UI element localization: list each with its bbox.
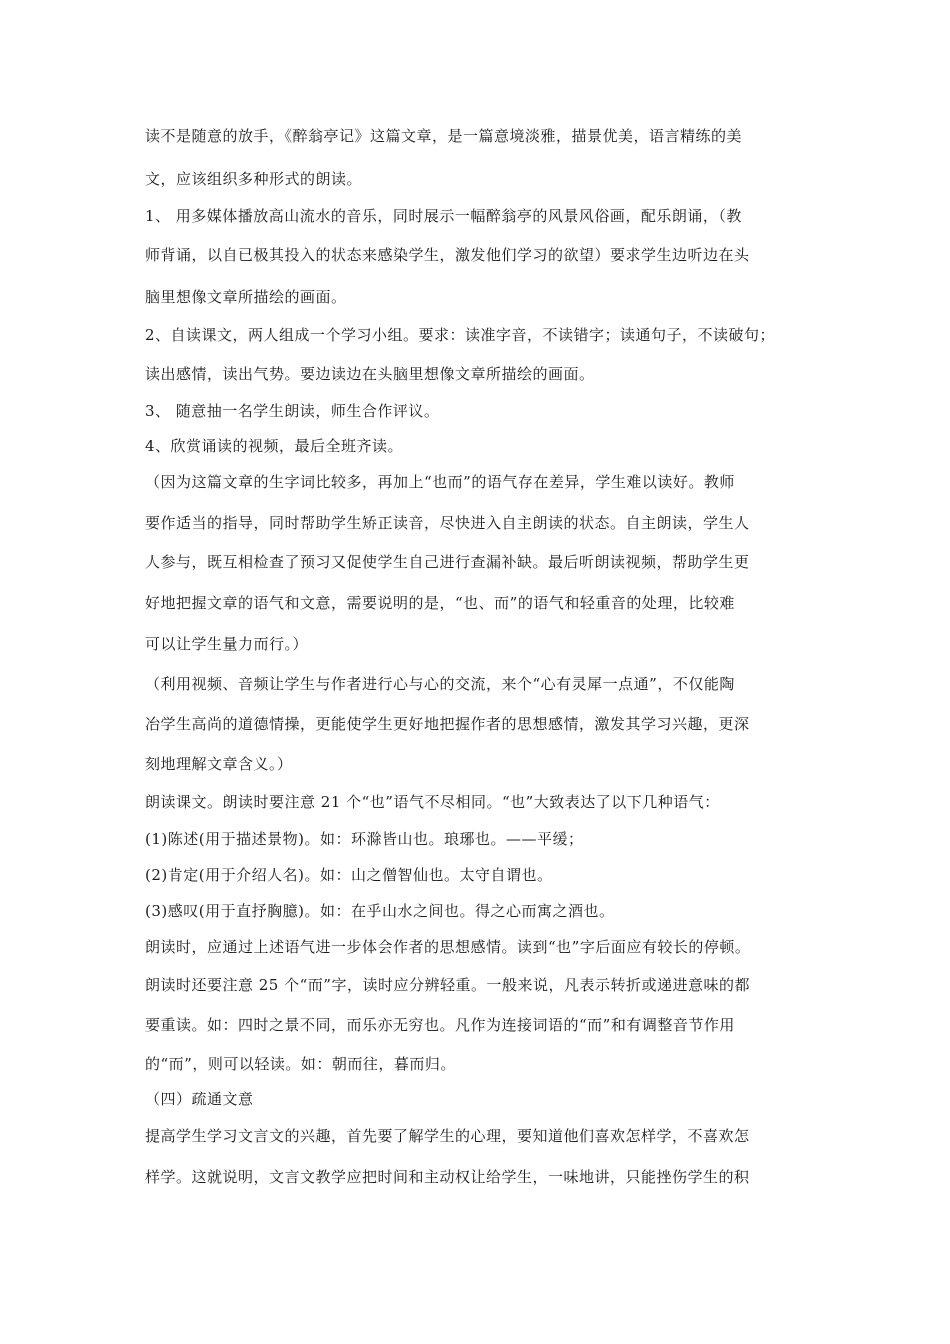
text-line: 脑里想像文章所描绘的画面。: [145, 288, 347, 306]
text-line: 好地把握文章的语气和文意，需要说明的是，“也、而”的语气和轻重音的处理，比较难: [145, 594, 735, 612]
text-line: 读不是随意的放手，《醉翁亭记》这篇文章，是一篇意境淡雅，描景优美，语言精练的美: [145, 127, 743, 145]
text-line: 读出感情，读出气势。要边读边在头脑里想像文章所描绘的画面。: [145, 365, 595, 383]
text-line: 要重读。如：四时之景不同，而乐亦无穷也。凡作为连接词语的“而”和有调整音节作用: [145, 1016, 735, 1034]
text-line: 人参与，既互相检查了预习又促使学生自己进行查漏补缺。最后听朗读视频，帮助学生更: [145, 553, 750, 571]
text-line: （因为这篇文章的生字词比较多，再加上“也而”的语气存在差异，学生难以读好。教师: [145, 473, 735, 491]
text-line: 师背诵，以自已极其投入的状态来感染学生，激发他们学习的欲望）要求学生边听边在头: [145, 246, 750, 264]
text-line: 可以让学生量力而行。）: [145, 635, 309, 653]
text-line: 刻地理解文章含义。）: [145, 755, 293, 773]
text-line: 4、欣赏诵读的视频，最后全班齐读。: [145, 437, 404, 455]
text-line: 提高学生学习文言文的兴趣，首先要了解学生的心理，要知道他们喜欢怎样学，不喜欢怎: [145, 1127, 750, 1145]
text-line: 要作适当的指导，同时帮助学生矫正读音，尽快进入自主朗读的状态。自主朗读，学生人: [145, 514, 750, 532]
text-line: (3)感叹(用于直抒胸臆)。如：在乎山水之间也。得之心而寓之酒也。: [145, 902, 615, 920]
text-line: 2、自读课文，两人组成一个学习小组。要求：读准字音，不读错字；读通句子，不读破句；: [145, 326, 776, 344]
text-line: 1、 用多媒体播放高山流水的音乐，同时展示一幅醉翁亭的风景风俗画，配乐朗诵，（教: [145, 207, 742, 225]
text-line: 朗读时，应通过上述语气进一步体会作者的思想感情。读到“也”字后面应有较长的停顿。: [145, 938, 751, 956]
text-line: 3、 随意抽一名学生朗读，师生合作评议。: [145, 402, 440, 420]
text-line: 的“而”，则可以轻读。如：朝而往，暮而归。: [145, 1055, 456, 1073]
section-heading: （四）疏通文意: [145, 1090, 254, 1108]
text-line: (1)陈述(用于描述景物)。如：环滁皆山也。琅琊也。——平缓；: [145, 830, 584, 848]
text-line: 文，应该组织多种形式的朗读。: [145, 170, 363, 188]
text-line: 冶学生高尚的道德情操，更能使学生更好地把握作者的思想感情，激发其学习兴趣，更深: [145, 715, 750, 733]
text-line: （利用视频、音频让学生与作者进行心与心的交流，来个“心有灵犀一点通”，不仅能陶: [145, 675, 735, 693]
text-line: 样学。这就说明，文言文教学应把时间和主动权让给学生，一味地讲，只能挫伤学生的积: [145, 1168, 750, 1186]
text-line: (2)肯定(用于介绍人名)。如：山之僧智仙也。太守自谓也。: [145, 866, 553, 884]
text-line: 朗读时还要注意 25 个“而”字，读时应分辨轻重。一般来说，凡表示转折或递进意味的都: [145, 976, 750, 994]
text-line: 朗读课文。朗读时要注意 21 个“也”语气不尽相同。“也”大致表达了以下几种语气：: [145, 793, 720, 811]
